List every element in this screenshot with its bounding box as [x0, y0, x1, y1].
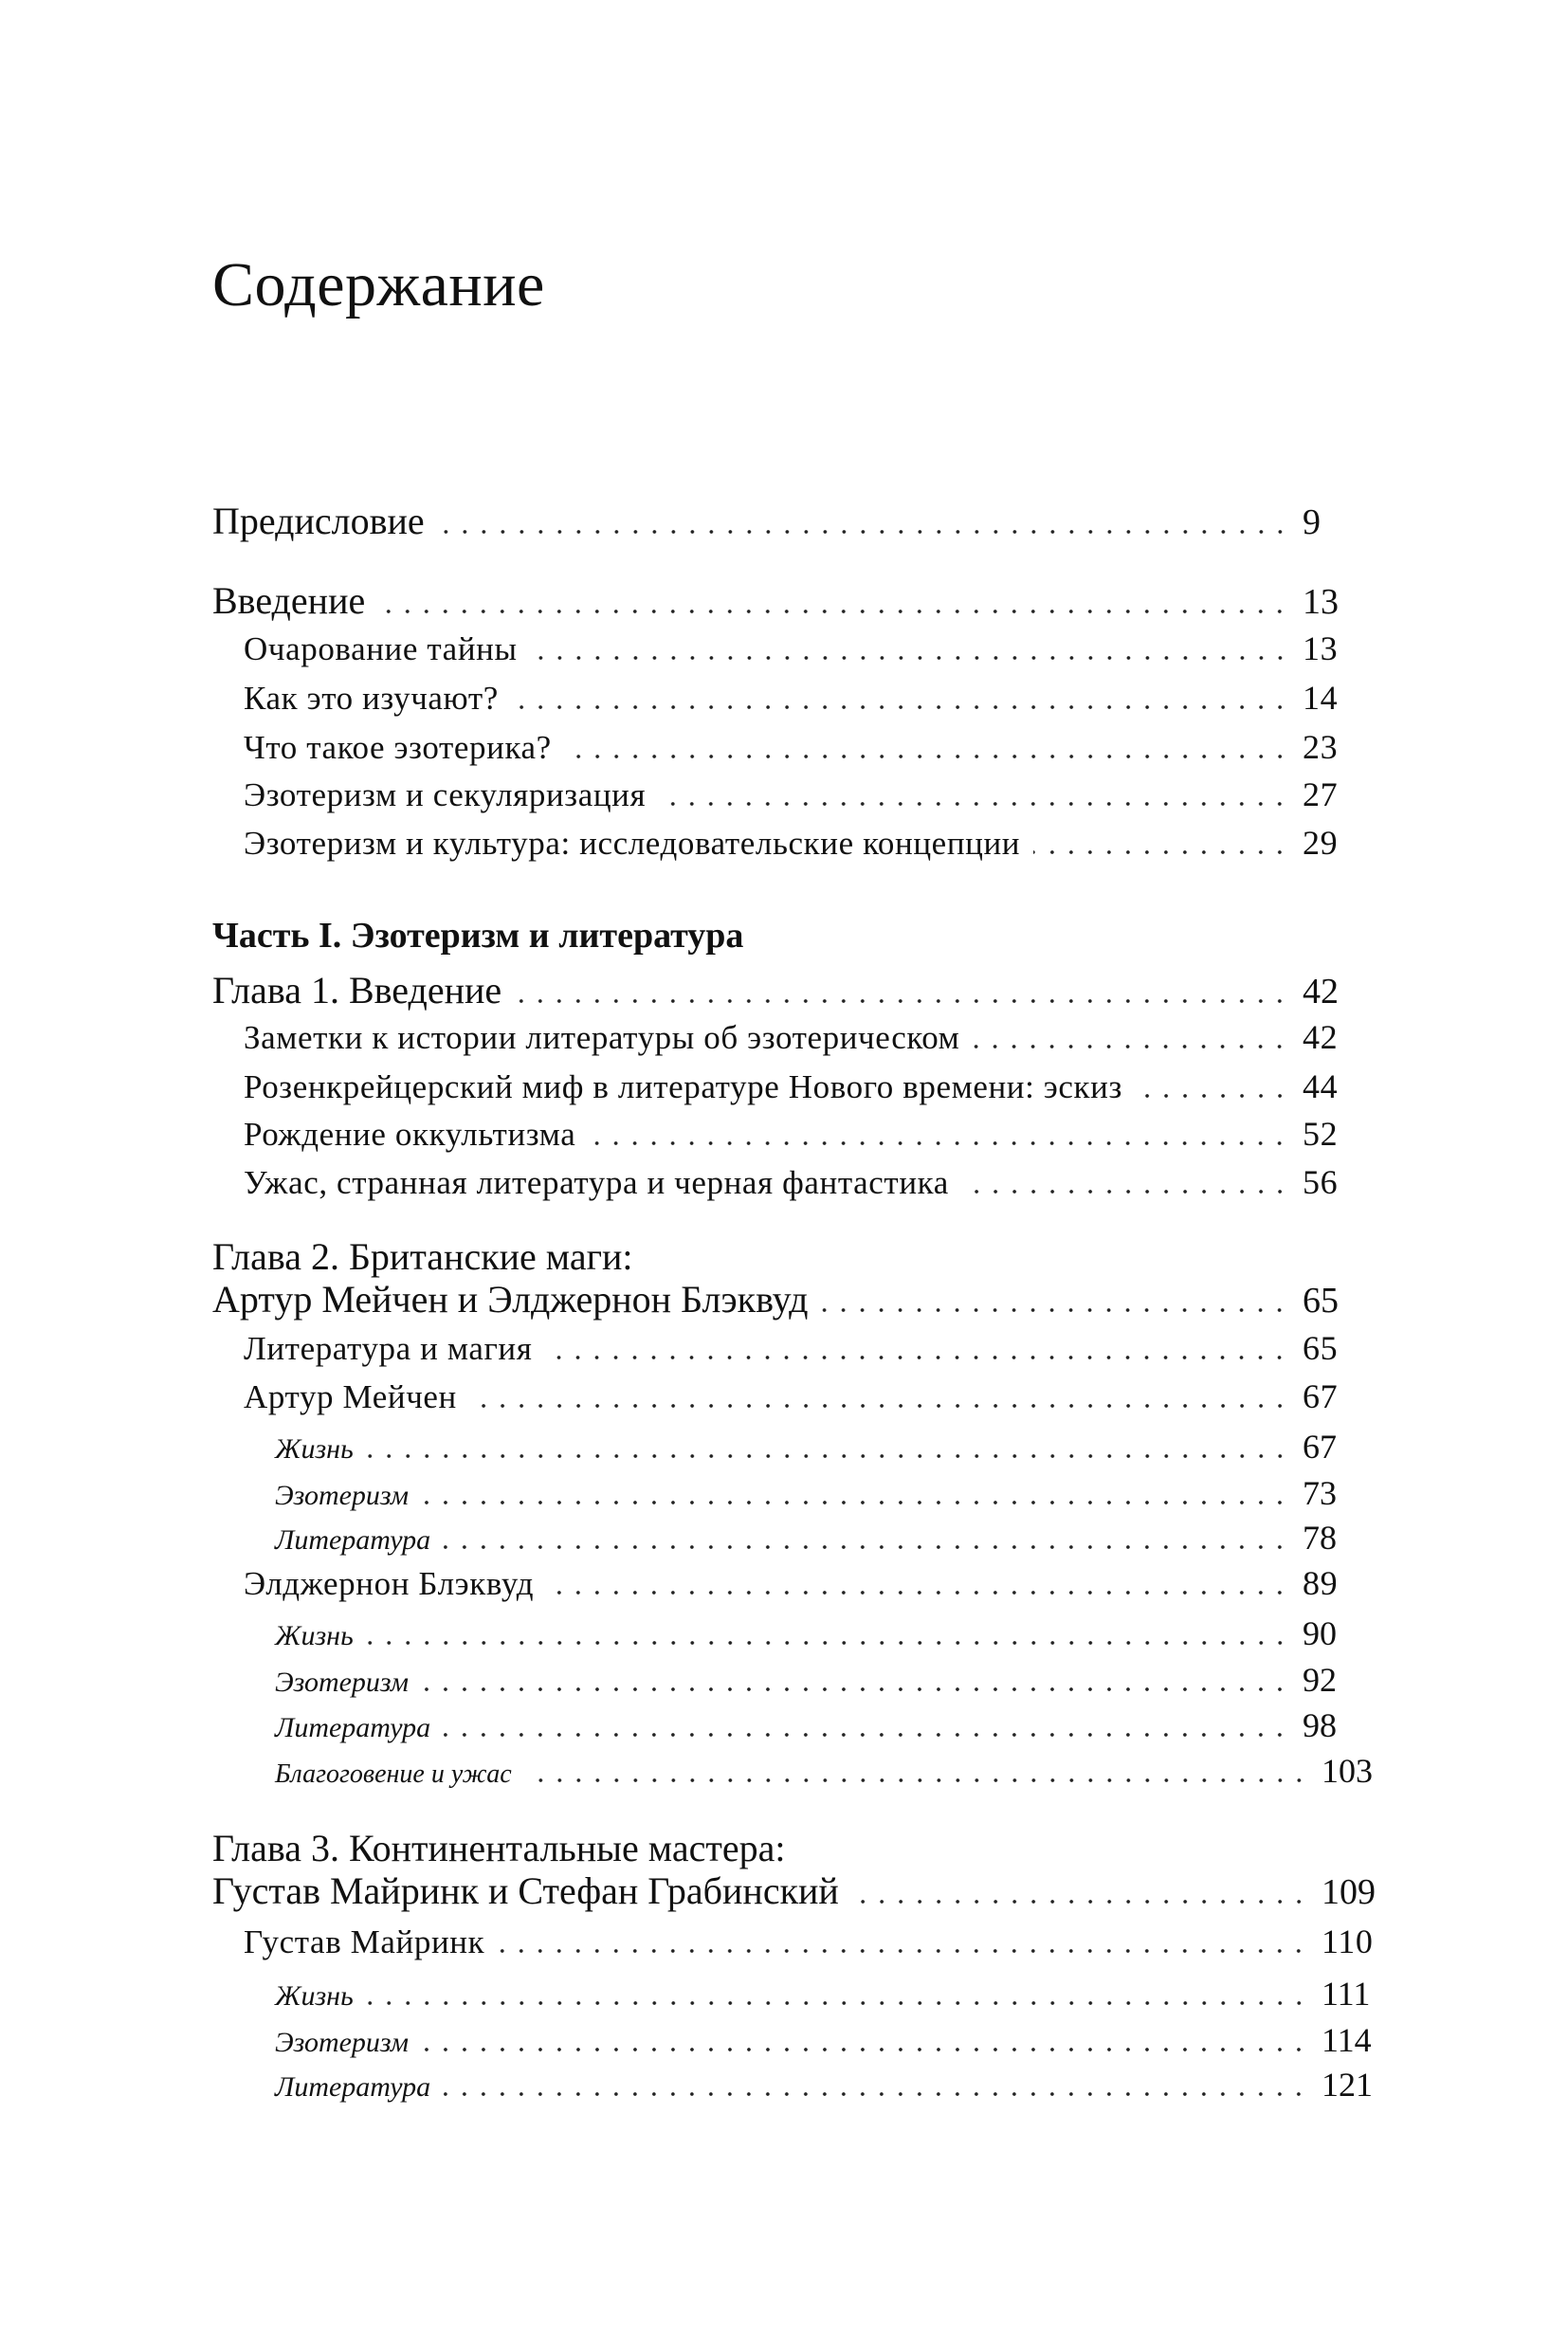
toc-entry-label: Розенкрейцерский миф в литературе Нового времени: эскиз [244, 1068, 1122, 1105]
toc-part-heading[interactable] [212, 918, 1359, 954]
toc-subentry[interactable] [275, 2023, 1378, 2057]
toc-entry-label: Жизнь [275, 1620, 354, 1651]
dot-leader [444, 1545, 1289, 1549]
toc-entry[interactable] [244, 730, 1359, 764]
toc-page-number: 27 [1303, 775, 1339, 813]
toc-entry[interactable] [244, 1069, 1359, 1103]
toc-page-number: 42 [1303, 1018, 1339, 1056]
toc-entry-preface[interactable] [212, 502, 1359, 540]
toc-page-number: 67 [1303, 1428, 1337, 1466]
toc-entry-label: Литература [275, 1524, 431, 1556]
toc-page-number: 9 [1303, 502, 1321, 542]
toc-entry-label: Густав Майринк и Стефан Грабинский [212, 1869, 839, 1912]
toc-chapter-2[interactable] [212, 1278, 1359, 1321]
toc-entry[interactable] [244, 1379, 1359, 1413]
toc-entry-label: Жизнь [275, 1980, 354, 2012]
toc-page-number: 65 [1303, 1281, 1339, 1321]
toc-entry[interactable] [244, 1117, 1359, 1151]
toc-entry-label: Артур Мейчен [244, 1378, 457, 1415]
toc-entry-label: Густав Майринк [244, 1923, 485, 1960]
toc-entry[interactable] [244, 631, 1359, 665]
toc-entry-label: Артур Мейчен и Элджернон Блэквуд [212, 1278, 809, 1321]
dot-leader [438, 530, 1289, 534]
toc-entry-label: Рождение оккультизма [244, 1116, 576, 1153]
toc-entry-label: Заметки к истории литературы об эзотерическом [244, 1019, 960, 1056]
toc-entry-label: Глава 1. Введение [212, 969, 502, 1011]
dot-leader [1136, 1094, 1289, 1098]
toc-entry-label: Литература и магия [244, 1330, 533, 1367]
toc-page-number: 29 [1303, 824, 1339, 862]
toc-subentry[interactable] [275, 2068, 1378, 2102]
toc-page-number: 14 [1303, 679, 1339, 717]
toc-entry-label: Литература [275, 2071, 431, 2103]
toc-entry[interactable] [244, 1020, 1359, 1054]
dot-leader [367, 1641, 1289, 1645]
toc-entry-label: Литература [275, 1712, 431, 1743]
toc-page-number: 65 [1303, 1329, 1339, 1367]
toc-entry-label: Эзотеризм и культура: исследовательские концепции [244, 825, 1021, 862]
toc-page-number: 67 [1303, 1377, 1339, 1415]
toc-subentry[interactable] [275, 1977, 1378, 2011]
toc-subentry[interactable] [275, 1476, 1359, 1510]
dot-leader [422, 2048, 1308, 2051]
dot-leader [565, 755, 1289, 758]
toc-entry[interactable] [244, 1331, 1359, 1365]
dot-leader [498, 1949, 1308, 1953]
toc-chapter-3[interactable] [212, 1869, 1378, 1912]
toc-entry-label: Эзотеризм [275, 2027, 410, 2058]
toc-entry-label: Элджернон Блэквуд [244, 1565, 535, 1602]
toc-page-number: 109 [1322, 1872, 1376, 1912]
dot-leader [422, 1687, 1289, 1691]
toc-page-number: 98 [1303, 1706, 1337, 1744]
toc-page-number: 78 [1303, 1519, 1337, 1557]
dot-leader [973, 1045, 1289, 1048]
toc-page-number: 111 [1322, 1975, 1371, 2013]
toc-page-number: 121 [1322, 2066, 1373, 2104]
dot-leader [470, 1404, 1289, 1408]
dot-leader [852, 1900, 1308, 1904]
toc-entry-label: Жизнь [275, 1433, 354, 1465]
toc-page-number: 42 [1303, 972, 1339, 1011]
toc-page-number: 114 [1322, 2021, 1372, 2059]
toc-page-number: 52 [1303, 1115, 1339, 1153]
toc-entry-label: Благоговение и ужас [275, 1759, 512, 1789]
dot-leader [515, 999, 1289, 1003]
dot-leader [962, 1190, 1289, 1194]
toc-page-number: 92 [1303, 1661, 1337, 1699]
toc-page-number: 13 [1303, 629, 1339, 667]
toc-chapter-3-title-line[interactable]: Глава 3. Континентальные мастера: [212, 1827, 786, 1869]
dot-leader [367, 2001, 1308, 2005]
dot-leader [512, 705, 1289, 709]
dot-leader [1033, 850, 1289, 854]
toc-entry[interactable] [244, 777, 1359, 811]
toc-page-number: 73 [1303, 1474, 1337, 1512]
toc-subentry[interactable] [275, 1521, 1359, 1555]
toc-page-number: 13 [1303, 582, 1339, 622]
toc-entry-introduction[interactable] [212, 579, 1359, 622]
toc-entry-label: Эзотеризм [275, 1480, 410, 1511]
toc-entry-label: Очарование тайны [244, 630, 518, 667]
toc-page-number: 23 [1303, 728, 1339, 766]
toc-entry[interactable] [244, 1566, 1359, 1600]
dot-leader [422, 1501, 1289, 1504]
dot-leader [547, 1591, 1289, 1595]
dot-leader [531, 656, 1289, 660]
toc-chapter-2-title-line[interactable]: Глава 2. Британские маги: [212, 1235, 633, 1278]
dot-leader [378, 610, 1289, 613]
toc-part-label: Часть I. Эзотеризм и литература [212, 916, 744, 956]
toc-subentry[interactable] [275, 1708, 1359, 1742]
toc-page-number: 103 [1322, 1752, 1373, 1790]
dot-leader [545, 1356, 1289, 1359]
toc-subentry[interactable] [275, 1754, 1378, 1788]
toc-entry-label: Эзотеризм [275, 1667, 410, 1698]
toc-entry-label: Введение [212, 579, 366, 622]
dot-leader [525, 1778, 1308, 1782]
toc-page-number: 89 [1303, 1564, 1339, 1602]
toc-page-number: 56 [1303, 1163, 1339, 1201]
dot-leader [589, 1141, 1289, 1145]
toc-entry[interactable] [244, 826, 1359, 860]
dot-leader [821, 1308, 1289, 1312]
dot-leader [367, 1454, 1289, 1458]
dot-leader [659, 802, 1289, 806]
toc-subentry[interactable] [275, 1616, 1359, 1650]
toc-entry-label: Эзотеризм и секуляризация [244, 776, 647, 813]
dot-leader [444, 2092, 1308, 2096]
toc-entry[interactable] [244, 681, 1359, 715]
toc-chapter-1[interactable] [212, 969, 1359, 1011]
toc-entry-label: Ужас, странная литература и черная фантастика [244, 1164, 949, 1201]
toc-entry-label: Как это изучают? [244, 680, 499, 717]
page-title: Содержание [212, 250, 545, 319]
toc-subentry[interactable] [275, 1663, 1359, 1697]
toc-entry-label: Что такое эзотерика? [244, 729, 552, 766]
toc-page-number: 110 [1322, 1923, 1374, 1960]
dot-leader [444, 1733, 1289, 1737]
toc-page-number: 44 [1303, 1067, 1339, 1105]
toc-entry[interactable] [244, 1924, 1378, 1959]
toc-page-number: 90 [1303, 1614, 1337, 1652]
toc-entry-label: Предисловие [212, 500, 425, 542]
toc-entry[interactable] [244, 1165, 1359, 1199]
toc-subentry[interactable] [275, 1430, 1359, 1464]
